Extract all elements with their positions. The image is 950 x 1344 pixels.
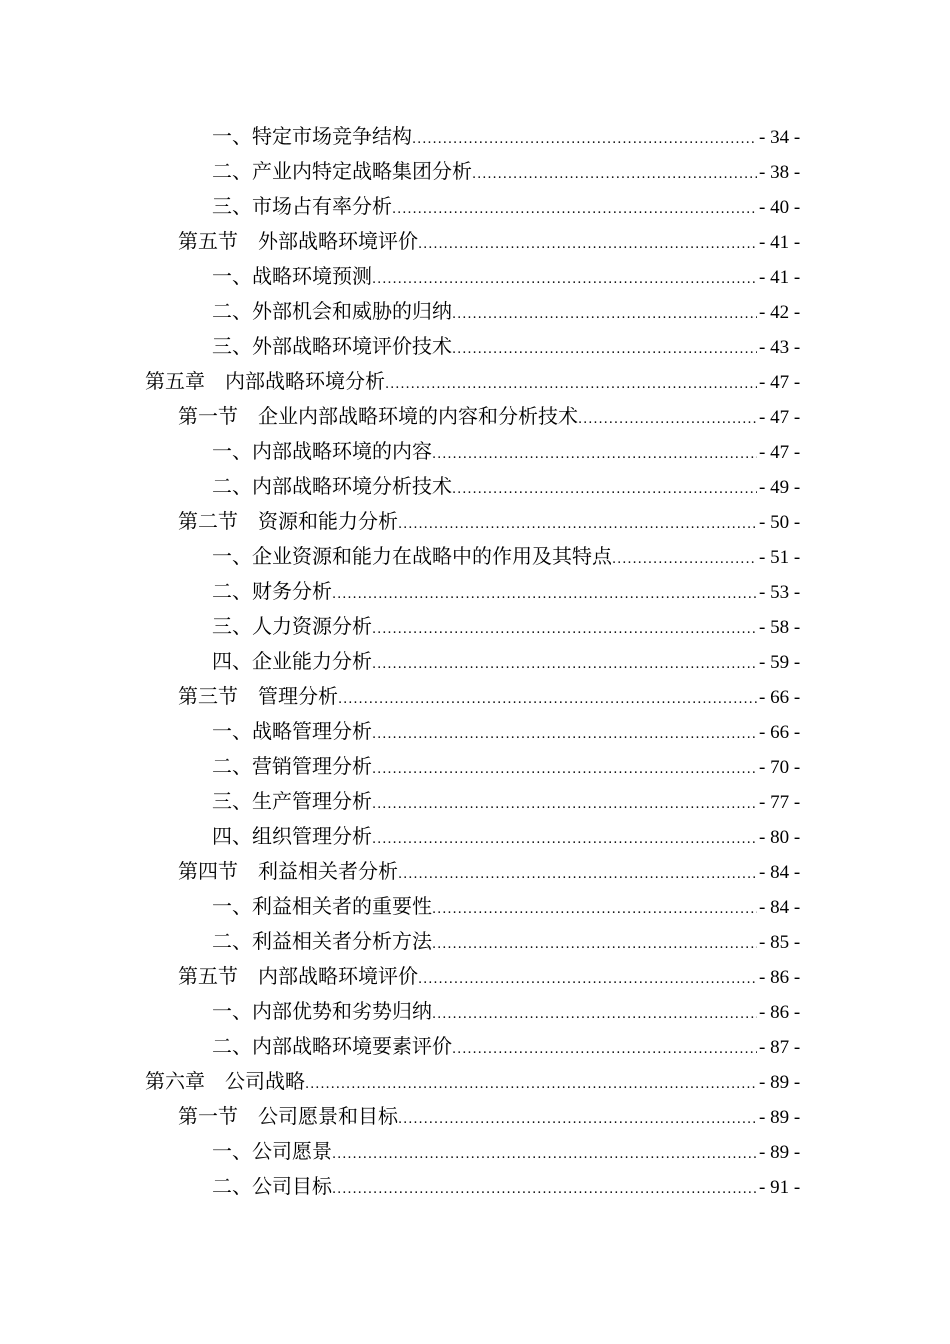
toc-entry-level-3[interactable] bbox=[0, 819, 950, 854]
toc-entry-title: 三、人力资源分析 bbox=[212, 614, 372, 638]
toc-page-number: - 89 - bbox=[759, 1072, 801, 1093]
toc-dot-leader bbox=[612, 542, 757, 577]
toc-entry-title: 第二节 资源和能力分析 bbox=[178, 509, 398, 533]
toc-dot-leader bbox=[372, 717, 757, 752]
toc-entry-level-3[interactable] bbox=[0, 574, 950, 609]
toc-dot-leader bbox=[398, 507, 757, 542]
toc-entry-title: 三、市场占有率分析 bbox=[212, 194, 392, 218]
toc-entry-level-2[interactable] bbox=[0, 504, 950, 539]
toc-entry-title: 二、公司目标 bbox=[212, 1174, 332, 1198]
toc-page-number: - 84 - bbox=[759, 897, 801, 918]
toc-entry-level-3[interactable] bbox=[0, 1134, 950, 1169]
toc-entry-level-1[interactable] bbox=[0, 1064, 950, 1099]
toc-entry-title: 一、企业资源和能力在战略中的作用及其特点 bbox=[212, 544, 612, 568]
toc-dot-leader bbox=[432, 437, 757, 472]
toc-dot-leader bbox=[372, 612, 757, 647]
toc-dot-leader bbox=[432, 927, 757, 962]
toc-dot-leader bbox=[418, 227, 757, 262]
toc-dot-leader bbox=[452, 472, 757, 507]
toc-page-number: - 89 - bbox=[759, 1107, 801, 1128]
toc-dot-leader bbox=[472, 157, 757, 192]
toc-page-number: - 53 - bbox=[759, 582, 801, 603]
toc-entry-level-3[interactable] bbox=[0, 609, 950, 644]
toc-entry-title: 一、战略环境预测 bbox=[212, 264, 372, 288]
toc-dot-leader bbox=[338, 682, 757, 717]
toc-entry-level-3[interactable] bbox=[0, 1029, 950, 1064]
toc-page-number: - 89 - bbox=[759, 1142, 801, 1163]
toc-page-number: - 51 - bbox=[759, 547, 801, 568]
toc-dot-leader bbox=[432, 892, 757, 927]
toc-entry-level-3[interactable] bbox=[0, 889, 950, 924]
toc-page-number: - 43 - bbox=[759, 337, 801, 358]
toc-entry-level-3[interactable] bbox=[0, 924, 950, 959]
toc-entry-title: 第五章 内部战略环境分析 bbox=[145, 369, 385, 393]
toc-entry-title: 一、特定市场竞争结构 bbox=[212, 124, 412, 148]
toc-entry-level-3[interactable] bbox=[0, 294, 950, 329]
toc-entry-level-3[interactable] bbox=[0, 994, 950, 1029]
toc-entry-title: 一、战略管理分析 bbox=[212, 719, 372, 743]
toc-dot-leader bbox=[332, 577, 757, 612]
toc-page-number: - 42 - bbox=[759, 302, 801, 323]
toc-entry-title: 第六章 公司战略 bbox=[145, 1069, 305, 1093]
toc-entry-level-1[interactable] bbox=[0, 364, 950, 399]
toc-dot-leader bbox=[372, 647, 757, 682]
toc-dot-leader bbox=[432, 997, 757, 1032]
toc-entry-level-2[interactable] bbox=[0, 959, 950, 994]
toc-page-number: - 86 - bbox=[759, 967, 801, 988]
toc-page-number: - 87 - bbox=[759, 1037, 801, 1058]
toc-entry-title: 第一节 公司愿景和目标 bbox=[178, 1104, 398, 1128]
toc-dot-leader bbox=[452, 297, 757, 332]
toc-entry-level-3[interactable] bbox=[0, 784, 950, 819]
toc-entry-level-3[interactable] bbox=[0, 469, 950, 504]
toc-entry-title: 三、外部战略环境评价技术 bbox=[212, 334, 452, 358]
toc-page-number: - 41 - bbox=[759, 232, 801, 253]
toc-entry-title: 第四节 利益相关者分析 bbox=[178, 859, 398, 883]
toc-page-number: - 86 - bbox=[759, 1002, 801, 1023]
toc-page-number: - 34 - bbox=[759, 127, 801, 148]
toc-dot-leader bbox=[392, 192, 757, 227]
toc-page-number: - 59 - bbox=[759, 652, 801, 673]
toc-page-number: - 66 - bbox=[759, 722, 801, 743]
toc-entry-title: 四、企业能力分析 bbox=[212, 649, 372, 673]
toc-entry-level-3[interactable] bbox=[0, 119, 950, 154]
toc-page-number: - 66 - bbox=[759, 687, 801, 708]
table-of-contents bbox=[0, 119, 950, 1204]
toc-entry-title: 一、公司愿景 bbox=[212, 1139, 332, 1163]
toc-page-number: - 47 - bbox=[759, 442, 801, 463]
toc-entry-title: 四、组织管理分析 bbox=[212, 824, 372, 848]
toc-page-number: - 40 - bbox=[759, 197, 801, 218]
toc-entry-level-2[interactable] bbox=[0, 1099, 950, 1134]
toc-entry-level-3[interactable] bbox=[0, 329, 950, 364]
toc-entry-level-2[interactable] bbox=[0, 679, 950, 714]
toc-entry-level-3[interactable] bbox=[0, 714, 950, 749]
toc-dot-leader bbox=[412, 122, 757, 157]
toc-entry-title: 二、营销管理分析 bbox=[212, 754, 372, 778]
toc-entry-title: 第三节 管理分析 bbox=[178, 684, 338, 708]
toc-entry-level-3[interactable] bbox=[0, 434, 950, 469]
toc-entry-title: 第一节 企业内部战略环境的内容和分析技术 bbox=[178, 404, 578, 428]
toc-page-number: - 80 - bbox=[759, 827, 801, 848]
toc-page-number: - 77 - bbox=[759, 792, 801, 813]
toc-entry-level-3[interactable] bbox=[0, 189, 950, 224]
toc-dot-leader bbox=[372, 752, 757, 787]
toc-dot-leader bbox=[372, 822, 757, 857]
toc-entry-title: 二、财务分析 bbox=[212, 579, 332, 603]
toc-entry-title: 一、内部战略环境的内容 bbox=[212, 439, 432, 463]
toc-dot-leader bbox=[372, 787, 757, 822]
toc-entry-level-2[interactable] bbox=[0, 399, 950, 434]
toc-dot-leader bbox=[305, 1067, 757, 1102]
toc-entry-title: 二、外部机会和威胁的归纳 bbox=[212, 299, 452, 323]
toc-entry-title: 第五节 外部战略环境评价 bbox=[178, 229, 418, 253]
toc-page-number: - 41 - bbox=[759, 267, 801, 288]
toc-page-number: - 85 - bbox=[759, 932, 801, 953]
toc-dot-leader bbox=[372, 262, 757, 297]
toc-dot-leader bbox=[418, 962, 757, 997]
toc-page-number: - 58 - bbox=[759, 617, 801, 638]
toc-entry-title: 二、产业内特定战略集团分析 bbox=[212, 159, 472, 183]
toc-entry-level-3[interactable] bbox=[0, 539, 950, 574]
toc-dot-leader bbox=[398, 1102, 757, 1137]
toc-entry-title: 一、利益相关者的重要性 bbox=[212, 894, 432, 918]
toc-entry-level-3[interactable] bbox=[0, 749, 950, 784]
toc-entry-level-3[interactable] bbox=[0, 1169, 950, 1204]
toc-page-number: - 91 - bbox=[759, 1177, 801, 1198]
toc-entry-title: 第五节 内部战略环境评价 bbox=[178, 964, 418, 988]
toc-dot-leader bbox=[332, 1172, 757, 1207]
toc-page-number: - 50 - bbox=[759, 512, 801, 533]
toc-entry-title: 二、利益相关者分析方法 bbox=[212, 929, 432, 953]
toc-dot-leader bbox=[578, 402, 757, 437]
toc-entry-level-2[interactable] bbox=[0, 854, 950, 889]
toc-dot-leader bbox=[398, 857, 757, 892]
toc-page-number: - 47 - bbox=[759, 407, 801, 428]
toc-dot-leader bbox=[385, 367, 757, 402]
toc-page-number: - 47 - bbox=[759, 372, 801, 393]
toc-entry-level-3[interactable] bbox=[0, 154, 950, 189]
toc-entry-level-3[interactable] bbox=[0, 259, 950, 294]
toc-entry-title: 二、内部战略环境分析技术 bbox=[212, 474, 452, 498]
toc-entry-level-3[interactable] bbox=[0, 644, 950, 679]
toc-entry-title: 一、内部优势和劣势归纳 bbox=[212, 999, 432, 1023]
toc-dot-leader bbox=[452, 1032, 757, 1067]
toc-page-number: - 70 - bbox=[759, 757, 801, 778]
toc-page-number: - 38 - bbox=[759, 162, 801, 183]
toc-entry-title: 三、生产管理分析 bbox=[212, 789, 372, 813]
toc-entry-title: 二、内部战略环境要素评价 bbox=[212, 1034, 452, 1058]
toc-dot-leader bbox=[452, 332, 757, 367]
toc-entry-level-2[interactable] bbox=[0, 224, 950, 259]
toc-page-number: - 49 - bbox=[759, 477, 801, 498]
toc-page-number: - 84 - bbox=[759, 862, 801, 883]
toc-dot-leader bbox=[332, 1137, 757, 1172]
